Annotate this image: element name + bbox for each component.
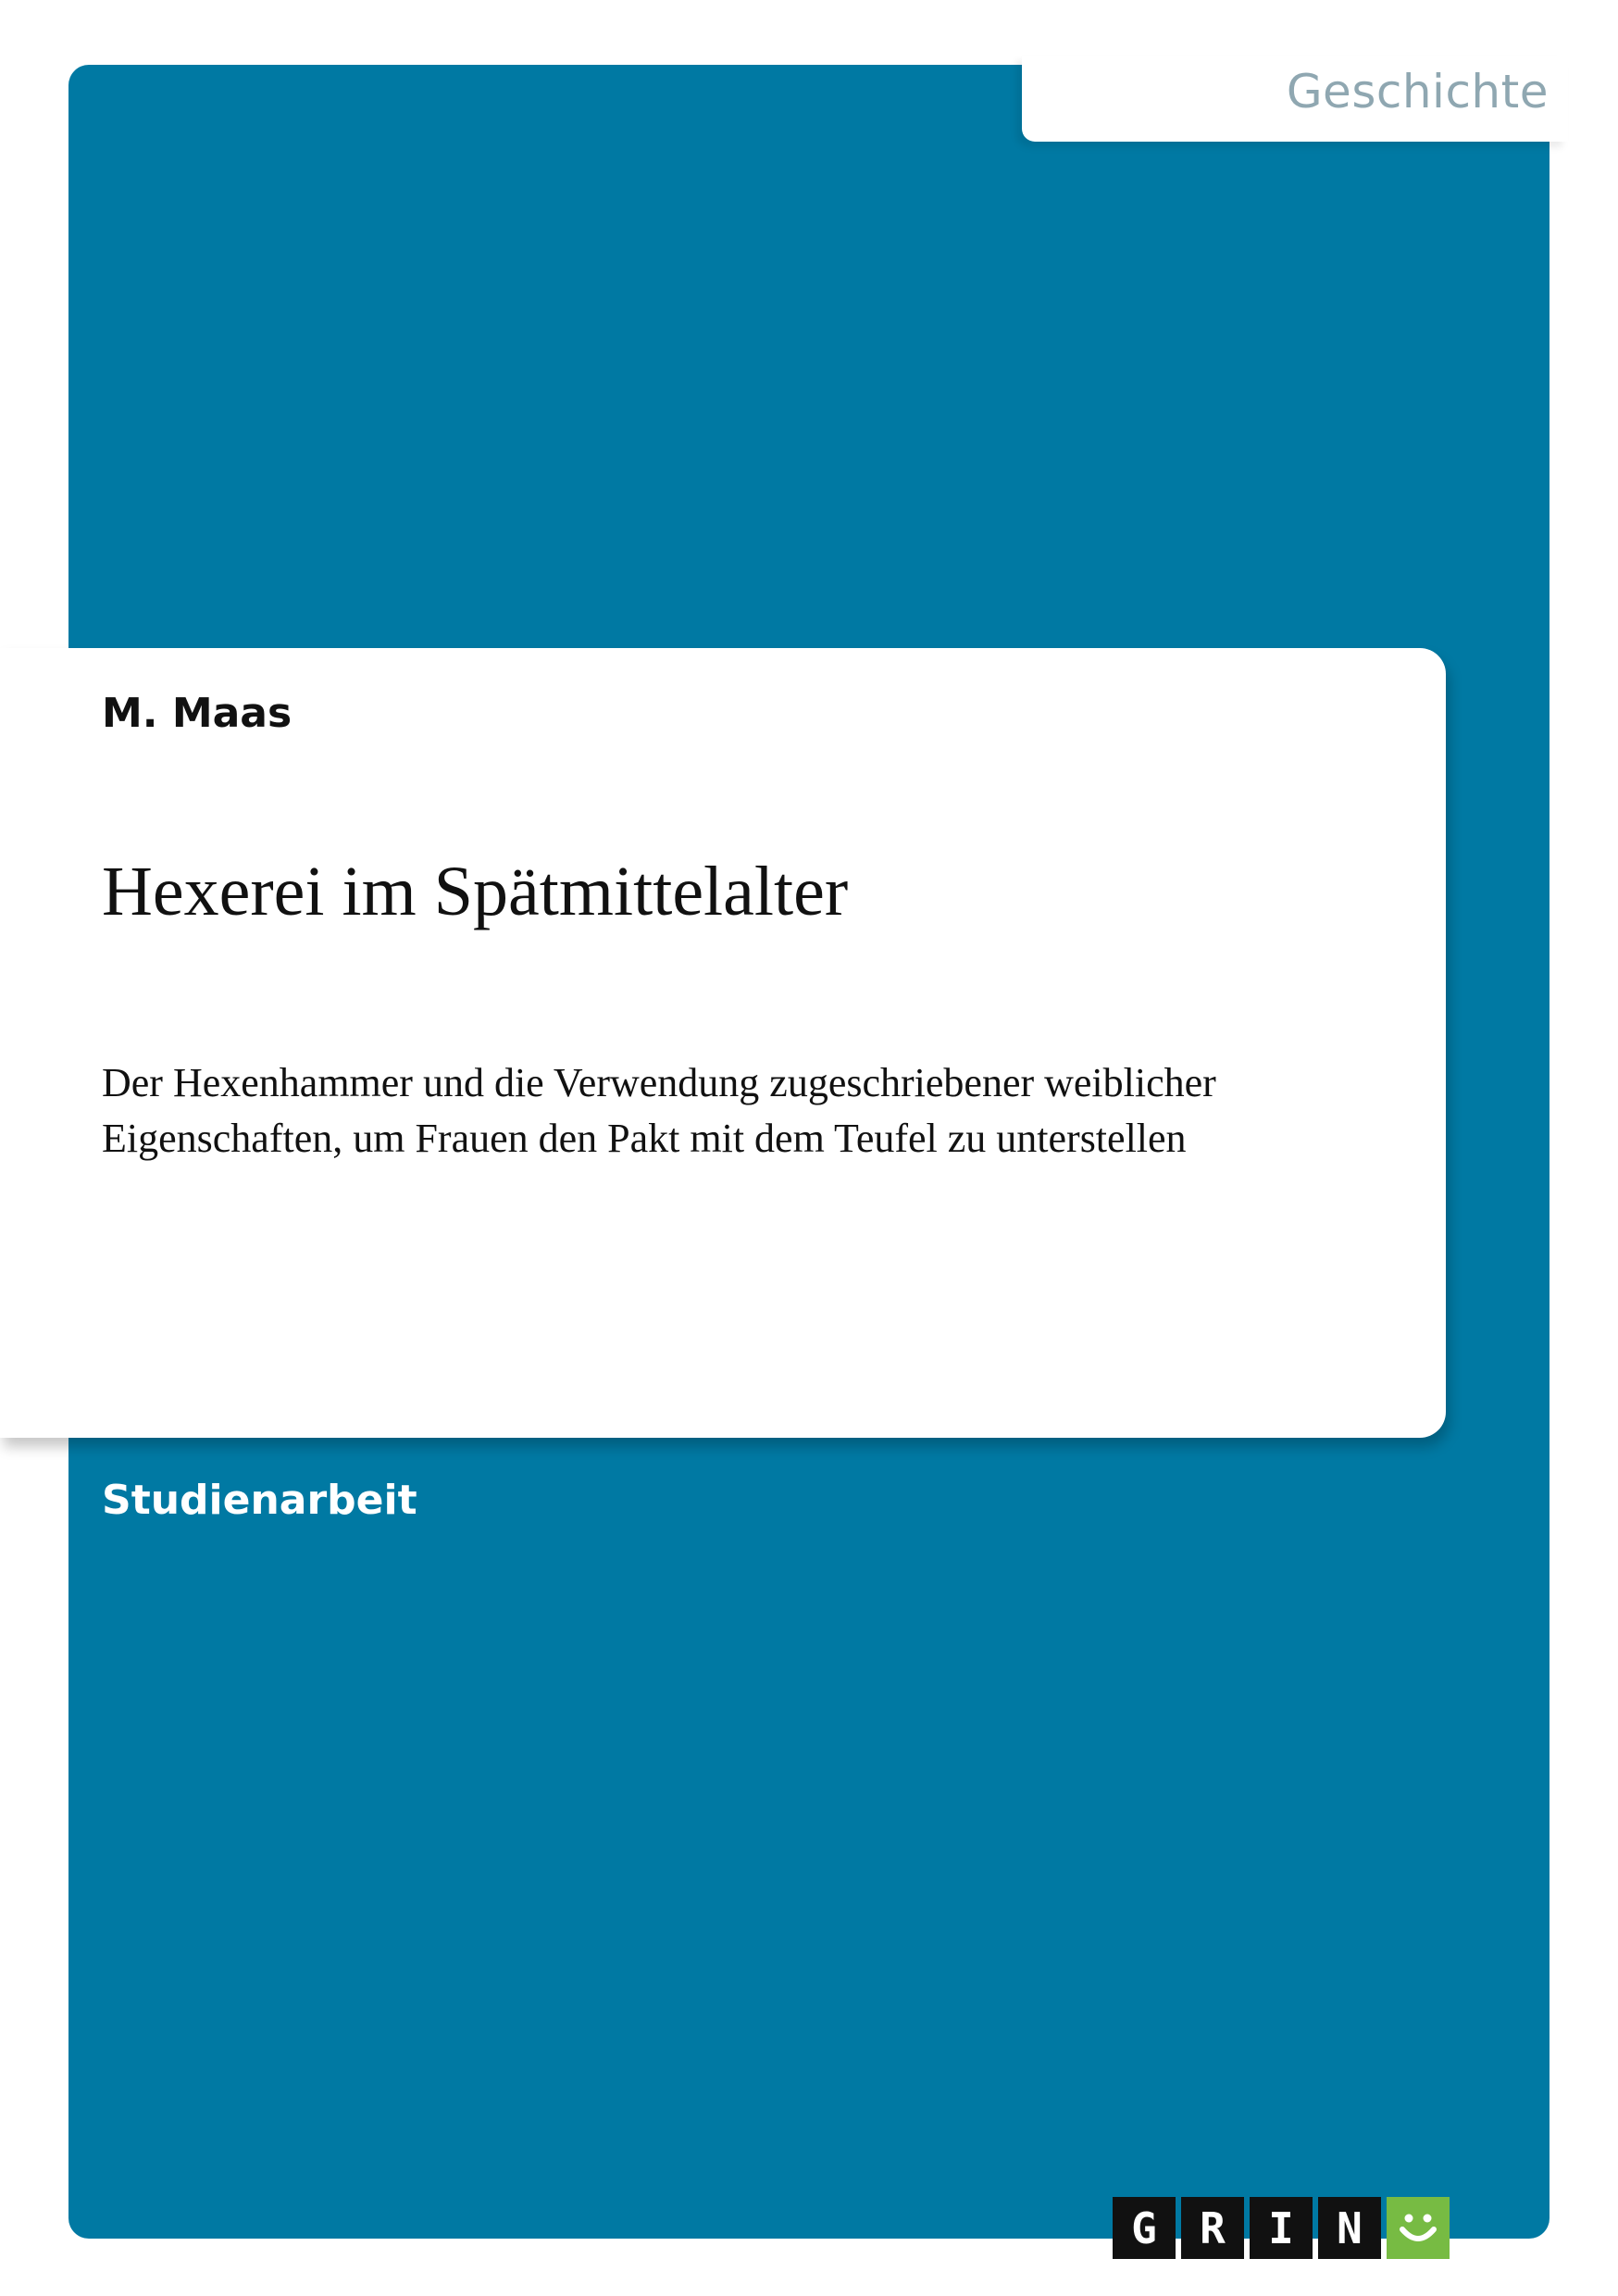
book-subtitle [102,1055,1435,1167]
author-name: M. Maas [102,690,292,737]
document-type: Studienarbeit [102,1477,417,1524]
subtitle-line: Der Hexenhammer und die Verwendung zugeschriebener weiblicher [102,1060,1216,1105]
logo-letter: I [1250,2197,1313,2259]
subtitle-line: Eigenschaften, um Frauen den Pakt mit dem Teufel zu unterstellen [102,1116,1187,1161]
category-label: Geschichte [1286,65,1549,119]
publisher-logo [1113,2197,1450,2259]
logo-letter: N [1318,2197,1381,2259]
logo-letter: R [1181,2197,1244,2259]
book-title: Hexerei im Spätmittelalter [102,853,849,930]
logo-letter: G [1113,2197,1176,2259]
title-card [0,648,1446,1438]
smiley-icon [1387,2197,1450,2259]
